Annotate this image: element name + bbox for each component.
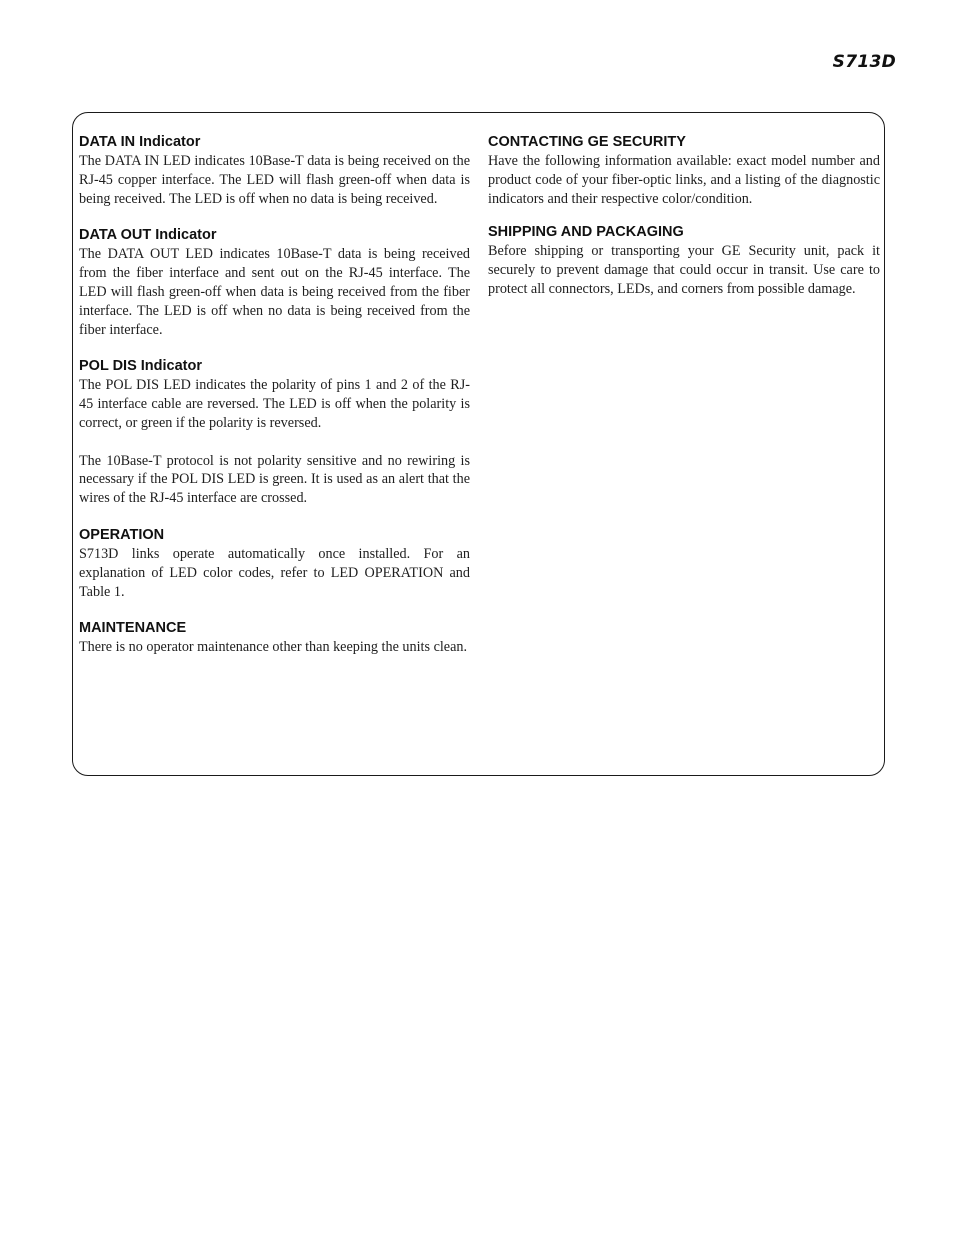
section-paragraph: The 10Base-T protocol is not polarity sensitive and no rewiring is necessary if the POL DIS LED is green. It is used as an alert that the wires of the RJ-45 interface are crossed. (79, 452, 470, 507)
section-heading: MAINTENANCE (79, 620, 187, 637)
section-paragraph: There is no operator maintenance other than keeping the units clean. (79, 639, 468, 656)
section-paragraph: The DATA IN LED indicates 10Base-T data is being received on the RJ-45 copper interface. The LED will flash green-off when data is being received. The LED is off when no data is being received. (79, 153, 470, 207)
left-column (79, 134, 470, 676)
section-heading: POL DIS Indicator (79, 358, 203, 375)
section-data-out-indicator (79, 227, 470, 339)
section-operation (79, 527, 470, 601)
section-heading: OPERATION (79, 526, 165, 543)
section-heading: DATA IN Indicator (79, 134, 201, 150)
section-pol-dis-indicator (79, 358, 470, 508)
section-heading: DATA OUT Indicator (79, 227, 217, 244)
section-paragraph: The POL DIS LED indicates the polarity of pins 1 and 2 of the RJ-45 interface cable are reversed. The LED is off when the polarity is correct, or green if the polarity is reversed. (79, 377, 470, 431)
section-paragraph: S713D links operate automatically once installed. For an explanation of LED color codes, refer to LED OPERATION and Table 1. (79, 545, 470, 600)
section-paragraph: The DATA OUT LED indicates 10Base-T data is being received from the fiber interface and sent out on the RJ-45 interface. The LED will flash green-off when data is being received from the fiber interface. The LED is off when no data is being received from the fiber interface. (79, 246, 470, 338)
section-shipping-and-packaging (488, 224, 880, 298)
right-column (488, 134, 880, 315)
section-data-in-indicator (79, 134, 470, 208)
section-heading: SHIPPING AND PACKAGING (488, 224, 684, 241)
section-paragraph: Before shipping or transporting your GE Security unit, pack it securely to prevent damage that could occur in transit. Use care to protect all connectors, LEDs, and corners from possible damage. (488, 243, 880, 297)
section-heading: CONTACTING GE SECURITY (488, 134, 686, 150)
section-contacting-ge-security (488, 134, 880, 208)
section-maintenance (79, 620, 470, 657)
section-paragraph: Have the following information available: exact model number and product code of your fiber-optic links, and a listing of the diagnostic indicators and their respective color/condition. (488, 153, 880, 207)
model-code: S713D (832, 52, 896, 72)
